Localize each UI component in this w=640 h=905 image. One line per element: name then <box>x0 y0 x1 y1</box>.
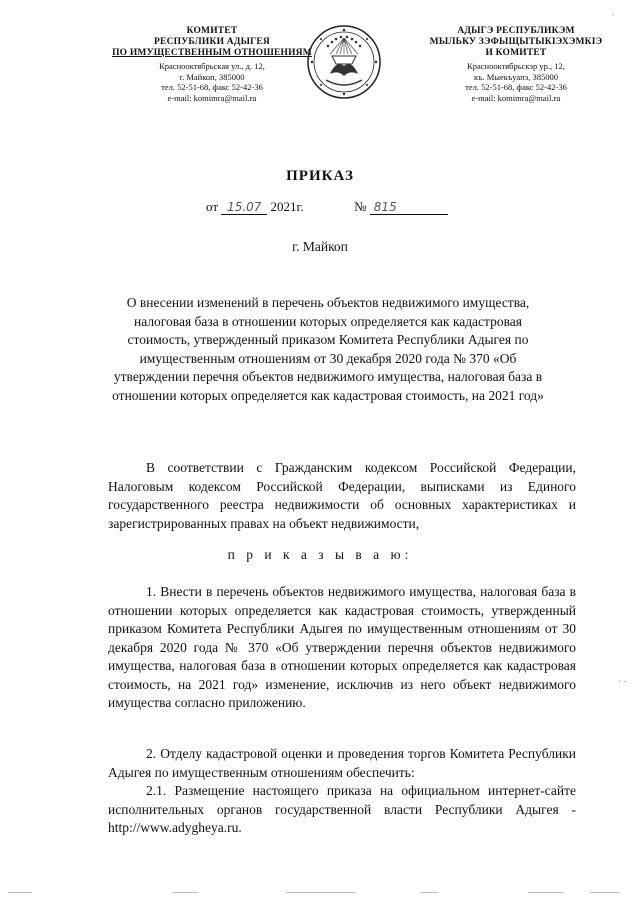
scan-footer-line-1 <box>8 892 32 893</box>
scan-footer-line-3 <box>286 892 356 893</box>
address-ru: Краснооктябрьская ул., д. 12, <box>159 61 265 71</box>
email-ru: e-mail: komimra@mail.ru <box>167 92 257 103</box>
org-name-ru-line3: ПО ИМУЩЕСТВЕННЫМ ОТНОШЕНИЯМ <box>112 48 312 58</box>
phone-ru: тел. 52-51-68, факс 52-42-36 <box>161 82 263 92</box>
date-number-line <box>206 199 448 215</box>
date-suffix: 2021г. <box>270 199 304 214</box>
city-ru: г. Майкоп, 385000 <box>179 71 245 82</box>
order-word: п р и к а з ы в а ю: <box>227 547 413 562</box>
document-title: ПРИКАЗ <box>286 168 354 184</box>
org-name-ad-line3: И КОМИТЕТ <box>485 48 547 58</box>
header-right-block <box>406 26 626 103</box>
city-line: г. Майкоп <box>292 239 348 254</box>
scan-footer-line-5 <box>528 892 564 893</box>
number-prefix: № <box>354 199 367 214</box>
scan-footer-line-6 <box>590 892 620 893</box>
header-left-block <box>96 26 328 103</box>
date-prefix: от <box>206 199 219 214</box>
city-ad: къ. Мыекъуапэ, 385000 <box>473 71 559 82</box>
coat-of-arms-icon <box>306 24 382 100</box>
org-name-ru-line1: КОМИТЕТ <box>186 26 238 36</box>
date-handwritten: 15.07 <box>221 200 267 215</box>
item-2-paragraph: 2. Отделу кадастровой оценки и проведения торгов Комитета Республики Адыгея по имущественным отношениям обеспечить: <box>108 746 576 780</box>
scan-footer-line-4 <box>420 892 438 893</box>
address-ad: Краснооктябрьскэр ур., 12, <box>467 61 565 71</box>
scan-mark-top: ′ <box>612 12 614 22</box>
org-name-ad-line1: АДЫГЭ РЕСПУБЛИКЭМ <box>457 26 575 36</box>
preamble-paragraph: В соответствии с Гражданским кодексом Российской Федерации, Налоговым кодексом Российской Федерации, выписками из Единого государственного реестра недвижимости об основных характеристиках и зарегистрированных правах на объект недвижимости, <box>108 460 576 531</box>
email-ad: e-mail: komimra@mail.ru <box>471 92 561 103</box>
item-2-1-paragraph: 2.1. Размещение настоящего приказа на официальном интернет-сайте исполнительных органов государственной власти Республики Адыгея - http://www.adygheya.ru. <box>108 783 576 835</box>
item-1-paragraph: 1. Внести в перечень объектов недвижимого имущества, налоговая база в отношении которых определяется как кадастровая стоимость, утвержденный приказом Комитета Республики Адыгея по имущественным отношениям от 30 декабря 2020 года № 370 «Об утверждении перечня объектов недвижимого имущества, налоговая база в отношении которых определяется как кадастровая стоимость, на 2021 год» изменение, исключив из него объект недвижимого имущества согласно приложению. <box>108 584 576 710</box>
number-handwritten: 815 <box>370 200 448 215</box>
scan-footer-line-2 <box>172 892 198 893</box>
org-name-ru-line2: РЕСПУБЛИКИ АДЫГЕЯ <box>154 37 270 47</box>
scan-mark-right: · - <box>618 676 627 686</box>
org-name-ad-line2: МЫЛЬКУ ЗЭФЫЩЫТЫКIЭХЭМКIЭ <box>429 37 603 47</box>
phone-ad: тел. 52-51-68, факс 52-42-36 <box>465 82 567 92</box>
document-subject: О внесении изменений в перечень объектов недвижимого имущества, налоговая база в отношении которых определяется как кадастровая стоимость, утвержденный приказом Комитета Республики Адыгея по имущественным отношениям от 30 декабря 2020 года № 370 «Об утверждении перечня объектов недвижимого имущества, налоговая база в отношении которых определяется как кадастровая стоимость, на 2021 год» <box>112 295 544 403</box>
